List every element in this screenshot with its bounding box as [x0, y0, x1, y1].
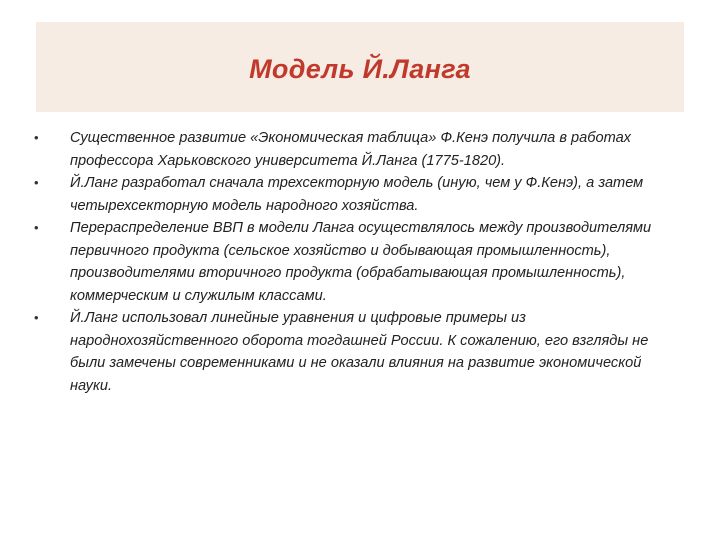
- bullet-text: Й.Ланг использовал линейные уравнения и цифровые примеры из народнохозяйственного оборота тогдашней России. К сожалению, его взгляды не были замечены современниками и не оказали влияния на развитие экономической науки.: [70, 310, 649, 394]
- bullet-icon: •: [34, 130, 39, 145]
- bullet-item: [34, 307, 684, 397]
- bullet-icon: •: [34, 220, 39, 235]
- bullet-item: [34, 217, 684, 307]
- bullet-text: Перераспределение ВВП в модели Ланга осуществлялось между производителями первичного продукта (сельское хозяйство и добывающая промышленность), производителями вторичного продукта (обрабатывающая промышленность), коммерческим и служилым классами.: [70, 220, 652, 304]
- bullet-icon: •: [34, 310, 39, 325]
- title-band: [36, 22, 684, 112]
- bullet-list: [34, 127, 684, 397]
- bullet-item: [34, 172, 684, 217]
- bullet-text: Существенное развитие «Экономическая таблица» Ф.Кенэ получила в работах профессора Харьковского университета Й.Ланга (1775-1820).: [70, 130, 631, 169]
- bullet-text: Й.Ланг разработал сначала трехсекторную модель (иную, чем у Ф.Кенэ), а затем четырехсекторную модель народного хозяйства.: [70, 175, 644, 214]
- bullet-icon: •: [34, 175, 39, 190]
- slide-title: Модель Й.Ланга: [249, 53, 471, 84]
- bullet-item: [34, 127, 684, 172]
